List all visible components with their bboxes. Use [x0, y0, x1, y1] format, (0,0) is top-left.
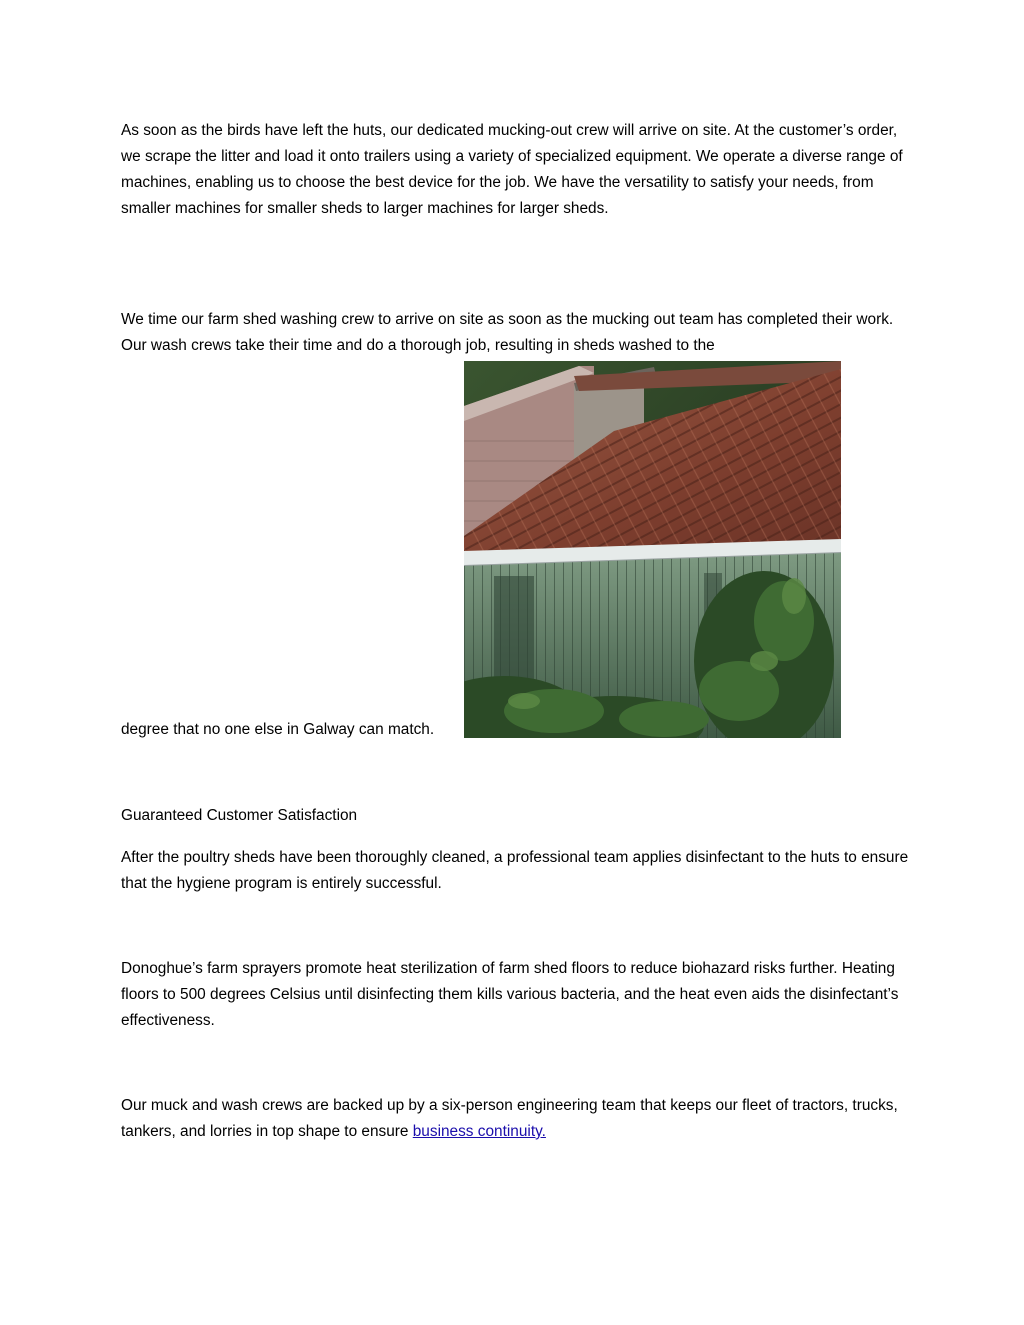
business-continuity-link[interactable]: business continuity.: [412, 1123, 546, 1140]
paragraph-engineering-text: Our muck and wash crews are backed up by a six-person engineering team that keeps our fleet of tractors, trucks, tankers, and lorries in top shape to ensure: [121, 1097, 898, 1140]
paragraph-washing-crew-end: degree that no one else in Galway can match.: [121, 721, 435, 738]
paragraph-disinfectant: After the poultry sheds have been thoroughly cleaned, a professional team applies disinfectant to the huts to ensure that the hygiene program is entirely successful.: [121, 849, 909, 892]
farm-shed-photo: [464, 361, 841, 738]
section-heading: Guaranteed Customer Satisfaction: [121, 807, 358, 824]
paragraph-engineering-team: [121, 1093, 911, 1145]
paragraph-heat-sterilization: Donoghue’s farm sprayers promote heat sterilization of farm shed floors to reduce biohazard risks further. Heating floors to 500 degrees Celsius until disinfecting them kills various bacteria, and the heat even aids the disinfectant’s effectiveness.: [121, 960, 899, 1029]
paragraph-washing-crew: We time our farm shed washing crew to arrive on site as soon as the mucking out team has completed their work. Our wash crews take their time and do a thorough job, resulting in sheds washed to the: [121, 311, 894, 354]
paragraph-mucking-out: As soon as the birds have left the huts, our dedicated mucking-out crew will arrive on site. At the customer’s order, we scrape the litter and load it onto trailers using a variety of specialized equipment. We operate a diverse range of machines, enabling us to choose the best device for the job. We have the versatility to satisfy your needs, from smaller machines for smaller sheds to larger machines for larger sheds.: [121, 122, 903, 217]
